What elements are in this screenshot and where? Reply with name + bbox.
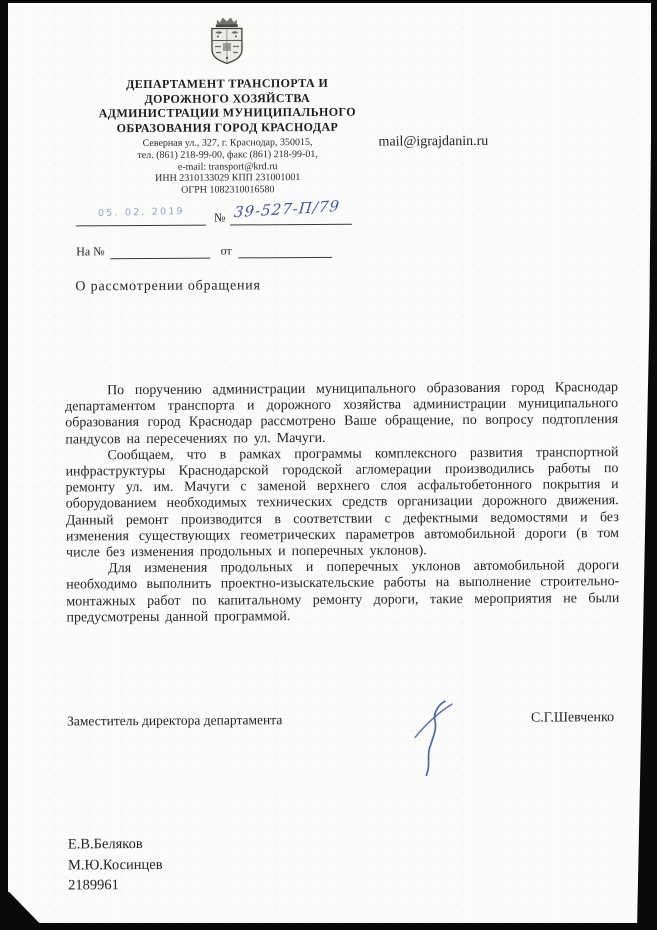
recipient-email: mail@igrajdanin.ru (378, 133, 489, 150)
date-underline (76, 207, 206, 227)
signer-position: Заместитель директора департамента (67, 712, 283, 729)
scan-edge-bottom (0, 923, 657, 930)
number-label: № (213, 210, 226, 225)
ref-label: На № (76, 244, 105, 259)
org-name-line: АДМИНИСТРАЦИИ МУНИЦИПАЛЬНОГО (98, 104, 357, 121)
letter-content (4, 0, 655, 927)
coat-of-arms-icon (204, 15, 250, 67)
ref-from-label: от (220, 243, 232, 258)
subject-line: О рассмотрении обращения (75, 278, 261, 295)
ref-date-underline (238, 239, 332, 259)
address-line: ИНН 2310133029 КПП 231001001 (155, 172, 301, 185)
body-paragraph: Для изменения продольных и поперечных уклонов автомобильной дороги необходимо выполнить проектно-изыскательские работы на выполнение строительно-монтажных работ по капитальному ремонту дороги, такие мероприятия не были предусмотрены данной программой. (66, 558, 620, 626)
scan-edge-left (0, 0, 8, 930)
executor-phone: 2189961 (68, 877, 119, 894)
number-underline (230, 196, 352, 226)
body-paragraph: Сообщаем, что в рамках программы комплексного развития транспортной инфраструктуры Краснодарской городской агломерации производились работы по ремонту ул. им. Мачуги с заменой верхнего слоя асфальтобетонного покрытия и оборудованием необходимых технических средств организации дорожного движения. Данный ремонт производится в соответствии с дефектными ведомостями и без изменения существующих геометрических параметров автомобильной дороги (в том числе без изменения продольных и поперечных уклонов). (65, 444, 619, 561)
reference-row (60, 238, 396, 262)
executor-name: Е.В.Беляков (67, 836, 143, 853)
signature-block (67, 708, 620, 781)
date-number-row (60, 196, 396, 231)
scan-edge-top (0, 0, 657, 3)
org-name-line: ДОРОЖНОГО ХОЗЯЙСТВА (144, 90, 311, 106)
letterhead (59, 14, 396, 262)
address-line: ОГРН 1082310016580 (181, 184, 275, 196)
address-line: тел. (861) 218-99-00, факс (861) 218-99-01, (137, 148, 318, 161)
executor-name: М.Ю.Косинцев (67, 856, 163, 873)
letter-body (65, 380, 619, 626)
doc-number-handwritten: 39-527-П/79 (233, 196, 342, 222)
document-paper (6, 2, 651, 925)
address-line: Северная ул., 327, г. Краснодар, 350015, (142, 136, 313, 149)
executors-block (68, 834, 163, 896)
signature-stroke-icon (405, 695, 470, 779)
org-name-line: ОБРАЗОВАНИЯ ГОРОД КРАСНОДАР (116, 119, 339, 135)
date-stamp: 05. 02. 2019 (97, 205, 185, 220)
signer-name: С.Г.Шевченко (530, 710, 615, 726)
address-line: e-mail: transport@krd.ru (177, 160, 278, 173)
ref-number-underline (111, 240, 211, 260)
body-paragraph: По поручению администрации муниципального образования город Краснодар департаментом транспорта и дорожного хозяйства администрации муниципального образования город Краснодар рассмотрено Ваше обращение, по вопросу подтопления пандусов на пересечениях по ул. Мачуги. (65, 380, 619, 448)
org-name-line: ДЕПАРТАМЕНТ ТРАНСПОРТА И (126, 75, 329, 92)
